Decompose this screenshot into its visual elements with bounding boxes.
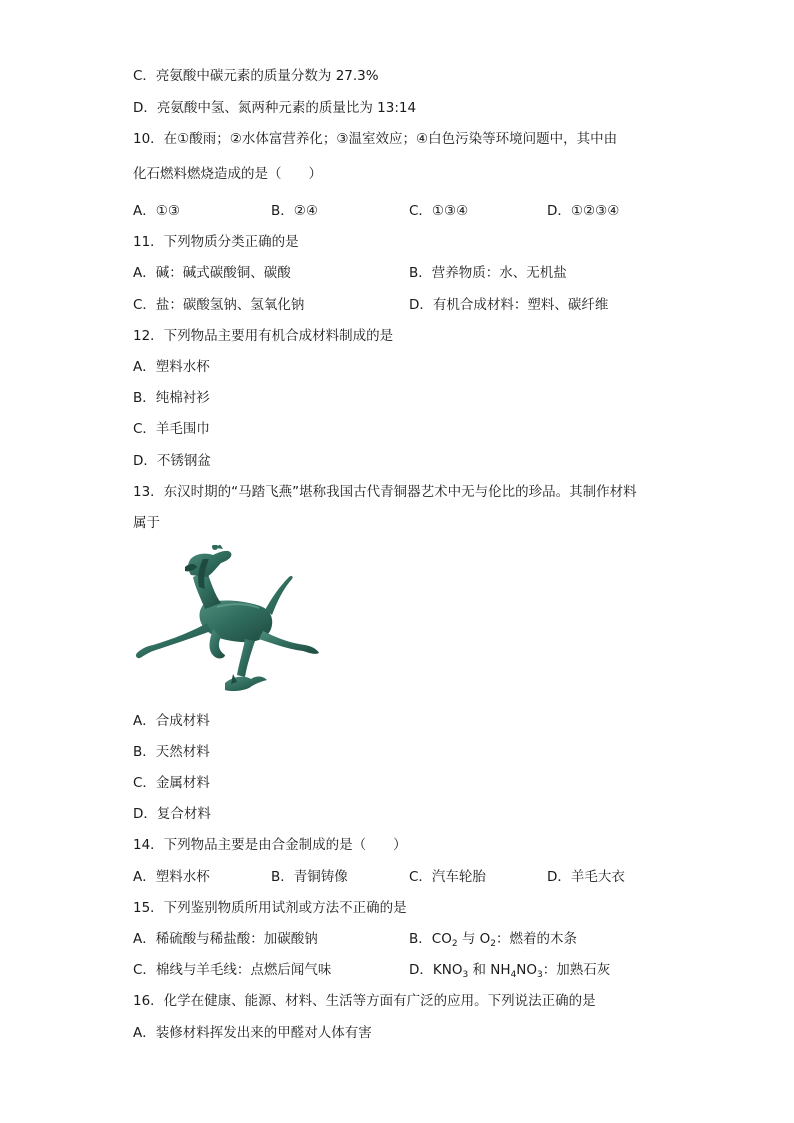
q12-option-b: B．纯棉衬衫 [133,390,210,406]
q15-b-sub2: 2 [490,939,497,949]
q11-option-a: A．碱：碱式碳酸铜、碳酸 [133,265,291,281]
q15-d-sub2: 4 [510,970,517,980]
q11-option-c: C．盐：碳酸氢钠、氢氧化钠 [133,297,305,313]
q14-option-a: A．塑料水杯 [133,869,210,885]
q14-option-b: B．青铜铸像 [271,869,348,885]
q15-b-text1: B．CO [409,931,452,947]
q13-option-d: D．复合材料 [133,806,211,822]
q11-option-d: D．有机合成材料：塑料、碳纤维 [409,297,609,313]
q15-option-b [409,930,577,953]
bronze-galloping-horse-image [133,545,323,700]
q14-option-c: C．汽车轮胎 [409,869,486,885]
q15-stem: 15．下列鉴别物质所用试剂或方法不正确的是 [133,900,407,916]
q12-option-a: A．塑料水杯 [133,359,210,375]
q12-stem: 12．下列物品主要用有机合成材料制成的是 [133,328,394,344]
q10-option-d: D．①②③④ [547,203,620,219]
q16-stem: 16．化学在健康、能源、材料、生活等方面有广泛的应用。下列说法正确的是 [133,993,596,1009]
q10-option-c: C．①③④ [409,203,469,219]
q13-stem-line2: 属于 [133,515,160,531]
q15-d-text3: NO [516,962,538,978]
q15-option-a: A．稀硫酸与稀盐酸：加碳酸钠 [133,931,318,947]
q15-b-text3: ：燃着的木条 [496,931,578,947]
q13-option-b: B．天然材料 [133,744,210,760]
q15-d-sub1: 3 [462,970,469,980]
q16-option-a: A．装修材料挥发出来的甲醛对人体有害 [133,1025,372,1041]
q10-stem-line1: 10．在①酸雨；②水体富营养化；③温室效应；④白色污染等环境问题中，其中由 [133,131,618,147]
q10-option-b: B．②④ [271,203,318,219]
q13-stem-line1: 13．东汉时期的“马踏飞燕”堪称我国古代青铜器艺术中无与伦比的珍品。其制作材料 [133,484,637,500]
q15-b-text2: 与 O [457,931,491,947]
q11-option-b: B．营养物质：水、无机盐 [409,265,567,281]
q13-option-c: C．金属材料 [133,775,210,791]
q15-d-text2: 和 NH [468,962,511,978]
q15-option-d [409,961,610,984]
q15-d-sub3: 3 [537,970,543,980]
q15-b-sub1: 2 [451,939,458,949]
q11-stem: 11．下列物质分类正确的是 [133,234,299,250]
q12-option-c: C．羊毛围巾 [133,421,210,437]
q15-d-text4: ：加熟石灰 [542,962,611,978]
q10-option-a: A．①③ [133,203,180,219]
q14-stem: 14．下列物品主要是由合金制成的是（ ） [133,837,407,853]
q9-option-d: D．亮氨酸中氢、氮两种元素的质量比为 13:14 [133,100,417,116]
q10-stem-line2: 化石燃料燃烧造成的是（ ） [133,166,322,182]
q12-option-d: D．不锈钢盆 [133,453,211,469]
q9-option-c: C．亮氨酸中碳元素的质量分数为 27.3% [133,68,379,84]
q15-option-c: C．棉线与羊毛线：点燃后闻气味 [133,962,332,978]
q13-option-a: A．合成材料 [133,713,210,729]
q14-option-d: D．羊毛大衣 [547,869,625,885]
q15-d-text1: D．KNO [409,962,463,978]
